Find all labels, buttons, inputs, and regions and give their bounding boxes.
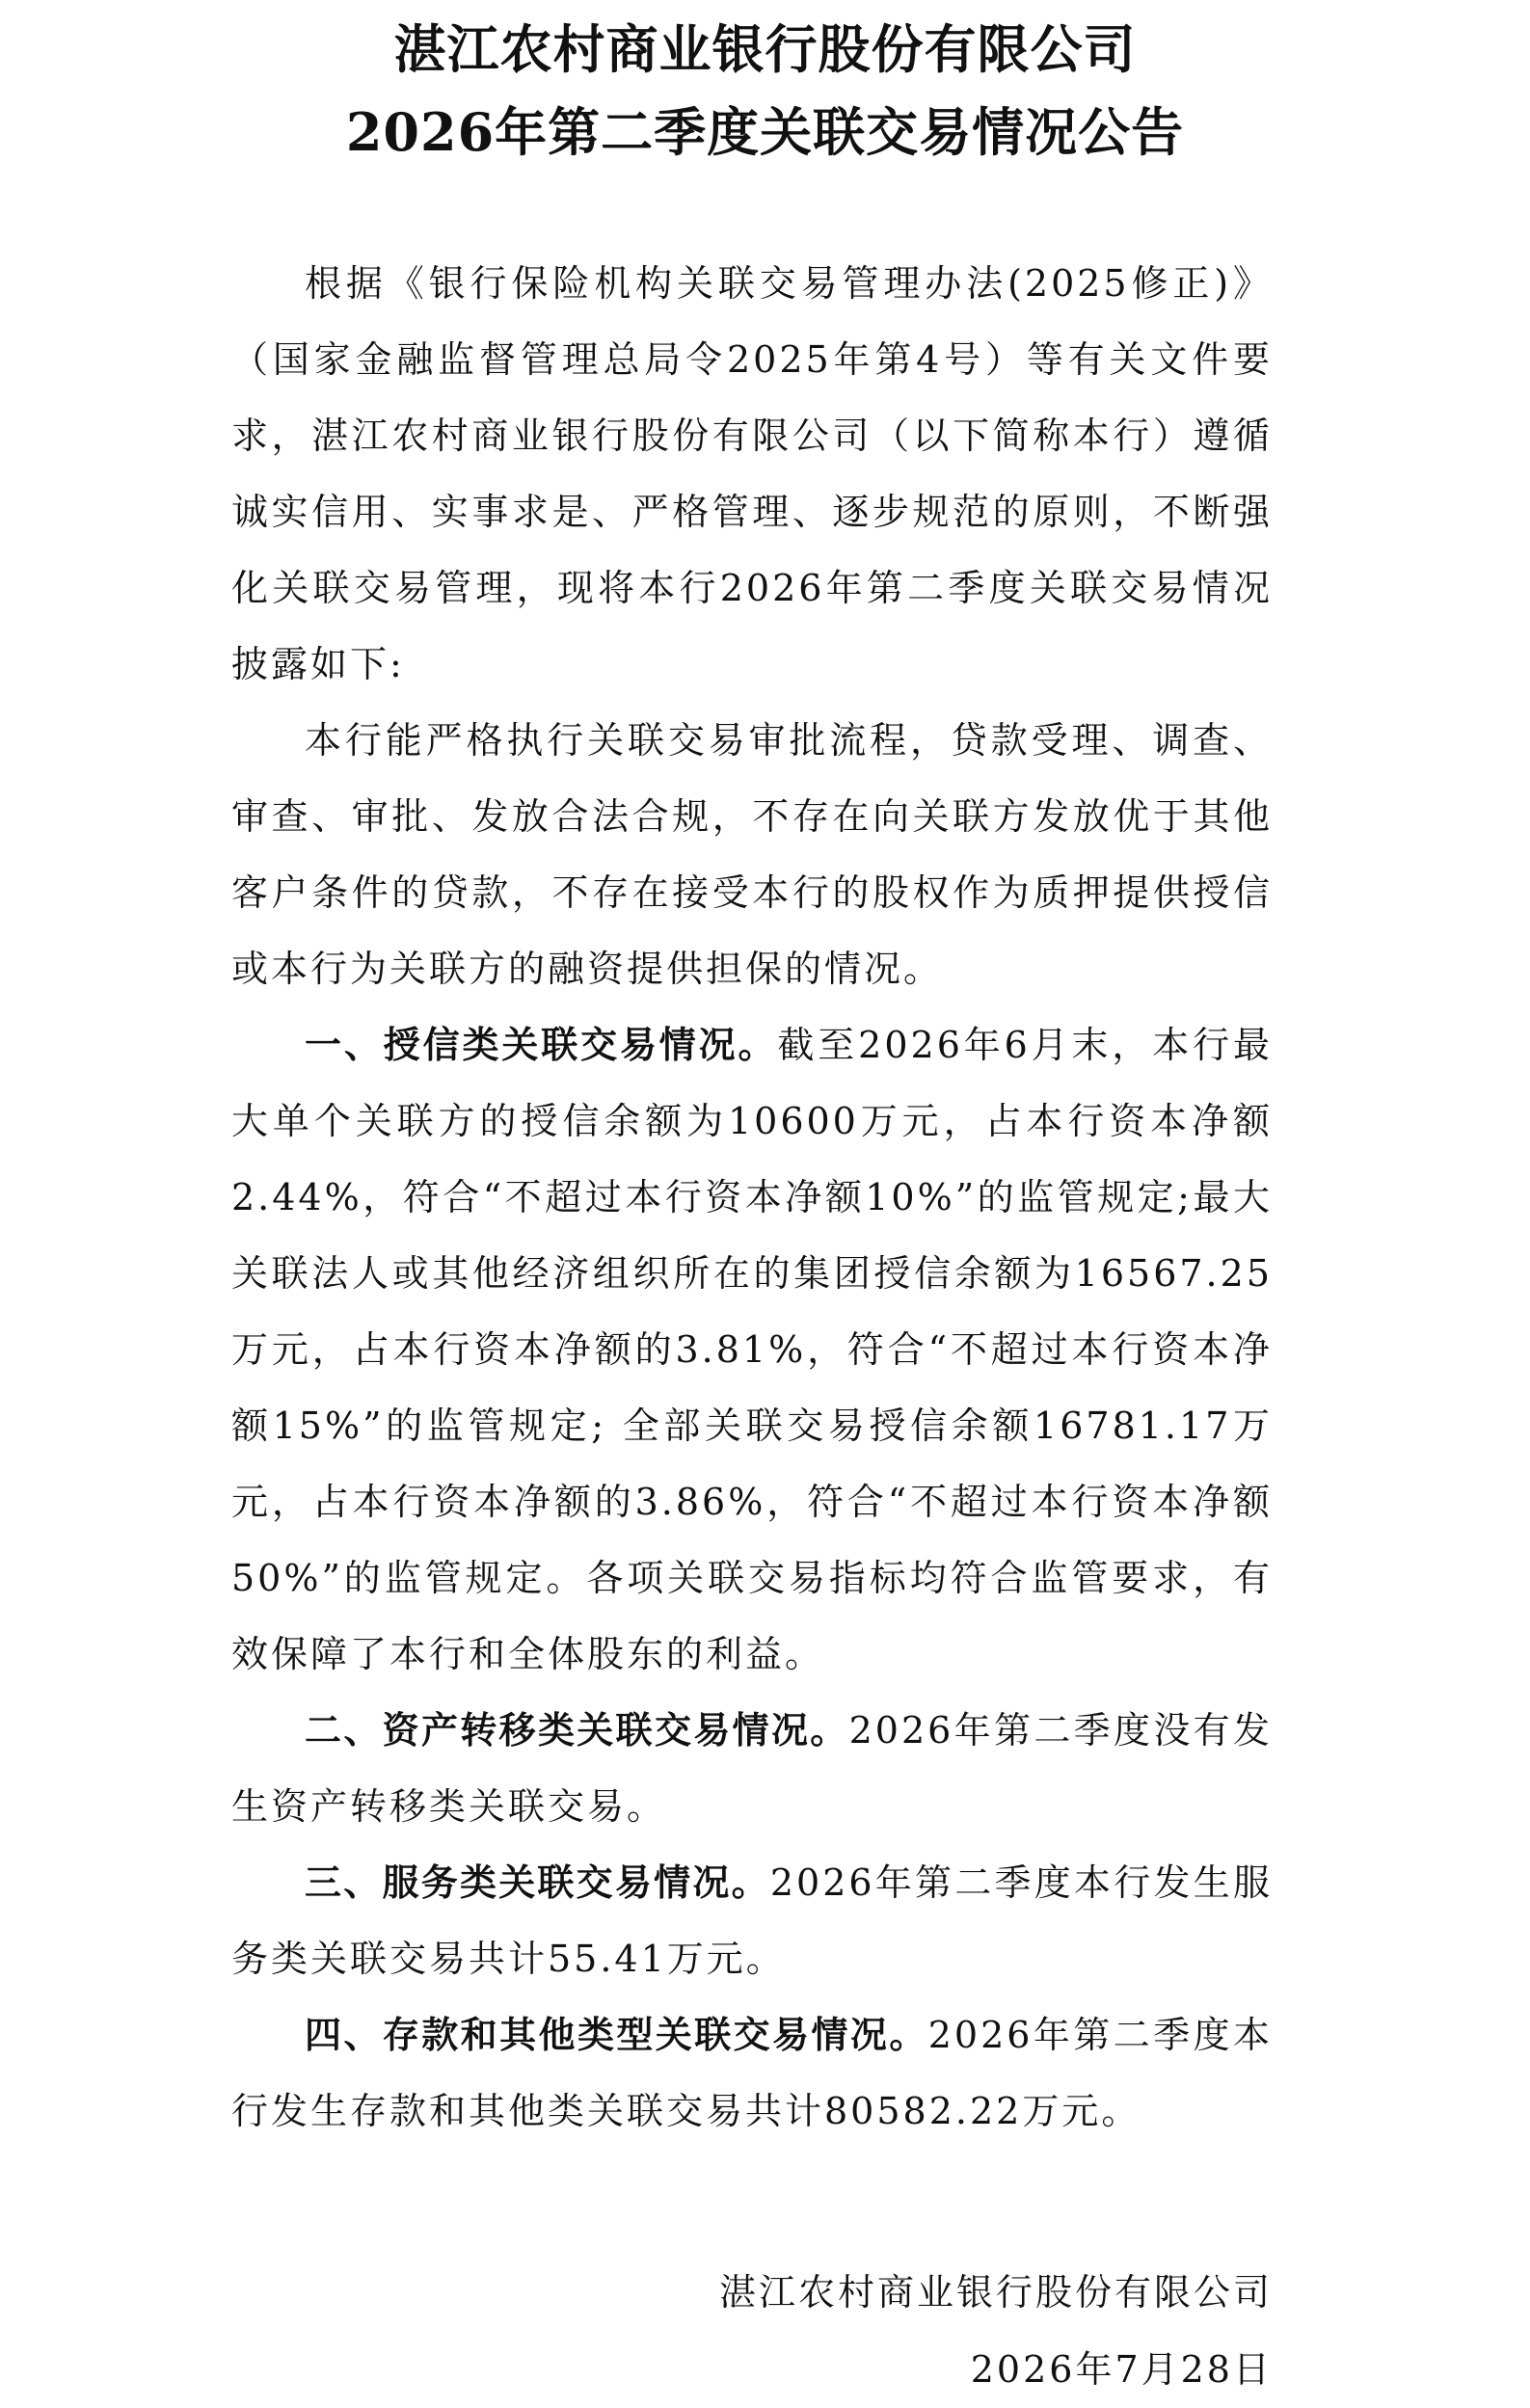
section-service-text: 2026年第二季度本行发生服务类关联交易共计55.41万元。 (231, 1861, 1273, 1980)
title-line-2: 2026年第二季度关联交易情况公告 (345, 101, 1185, 163)
section-credit-text: 截至2026年6月末，本行最大单个关联方的授信余额为10600万元，占本行资本净额2.44%，符合“不超过本行资本净额10%”的监管规定;最大关联法人或其他经济组织所在的集团授信余额为16567.25万元，占本行资本净额的3.81%，符合“不超过本行资本净额15%”的监管规定; 全部关联交易授信余额16781.17万元，占本行资本净额的3.86%，符合“不超过本行资本净额50%”的监管规定。各项关联交易指标均符合监管要求，有效保障了本行和全体股东的利益。 (231, 1024, 1273, 1675)
section-service-heading: 三、服务类关联交易情况。 (305, 1861, 770, 1904)
approval-paragraph: 本行能严格执行关联交易审批流程，贷款受理、调查、审查、审批、发放合法合规，不存在向关联方发放优于其他客户条件的贷款，不存在接受本行的股权作为质押提供授信或本行为关联方的融资提供担保的情况。 (231, 719, 1273, 990)
signature-block (719, 2254, 1273, 2408)
intro-paragraph: 根据《银行保险机构关联交易管理办法(2025修正)》（国家金融监督管理总局令2025年第4号）等有关文件要求，湛江农村商业银行股份有限公司（以下简称本行）遵循诚实信用、实事求是、严格管理、逐步规范的原则，不断强化关联交易管理，现将本行2026年第二季度关联交易情况披露如下: (231, 262, 1273, 685)
footer-organization: 湛江农村商业银行股份有限公司 (718, 2271, 1273, 2314)
footer-date: 2026年7月28日 (970, 2348, 1273, 2391)
title-line-1: 湛江农村商业银行股份有限公司 (393, 18, 1137, 80)
section-credit (231, 1007, 1273, 1693)
document-title (0, 8, 1530, 174)
section-credit-heading: 一、授信类关联交易情况。 (305, 1024, 778, 1066)
section-asset-transfer-text: 2026年第二季度没有发生资产转移类关联交易。 (231, 1709, 1273, 1828)
section-asset-transfer (231, 1693, 1273, 1845)
section-deposit-other-text: 2026年第二季度本行发生存款和其他类关联交易共计80582.22万元。 (231, 2014, 1273, 2132)
section-deposit-other (231, 1997, 1273, 2150)
section-service (231, 1845, 1273, 1997)
section-asset-transfer-heading: 二、资产转移类关联交易情况。 (305, 1709, 849, 1752)
document-body (231, 246, 1273, 2150)
section-deposit-other-heading: 四、存款和其他类型关联交易情况。 (305, 2014, 928, 2056)
